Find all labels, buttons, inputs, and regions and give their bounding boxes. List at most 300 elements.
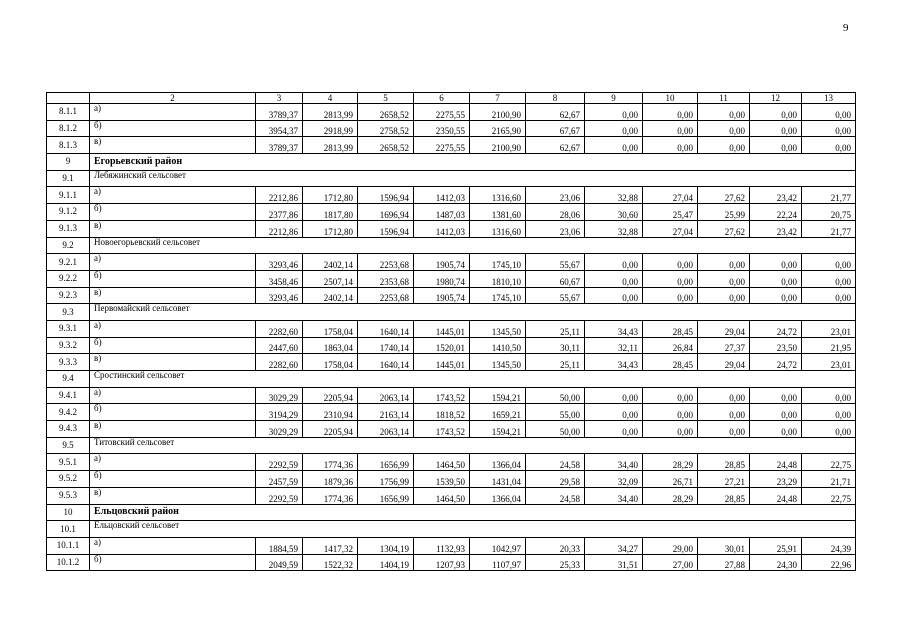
header-cell: 9 [585,93,643,104]
value-cell: 30,01 [698,537,750,554]
value-cell: 24,48 [750,454,802,471]
value-cell: 0,00 [643,254,698,271]
value-cell: 27,04 [643,220,698,237]
value-cell: 1884,59 [256,537,303,554]
row-label: б) [90,270,256,287]
value-cell: 2063,14 [358,387,414,404]
value-cell: 62,67 [526,137,585,154]
value-cell: 21,95 [802,337,856,354]
value-cell: 1659,21 [470,404,526,421]
value-cell: 1487,03 [414,204,470,221]
row-code: 10 [47,504,90,521]
value-cell: 2292,59 [256,454,303,471]
table-row [47,537,856,554]
value-cell: 0,00 [802,120,856,137]
value-cell: 22,75 [802,454,856,471]
table-row [47,204,856,221]
row-code: 8.1.1 [47,104,90,121]
value-cell: 1818,52 [414,404,470,421]
value-cell: 27,37 [698,337,750,354]
value-cell: 2353,68 [358,270,414,287]
table-row [47,471,856,488]
table-row [47,404,856,421]
row-code: 8.1.2 [47,120,90,137]
value-cell: 0,00 [698,404,750,421]
subsection-row [47,371,856,388]
row-code: 9.2.3 [47,287,90,304]
value-cell: 1304,19 [358,537,414,554]
council-title: Лебяжинский сельсовет [90,170,856,187]
row-label: в) [90,220,256,237]
value-cell: 1596,94 [358,187,414,204]
row-code: 9.1.2 [47,204,90,221]
value-cell: 3789,37 [256,104,303,121]
value-cell: 2212,86 [256,220,303,237]
row-label: б) [90,204,256,221]
value-cell: 24,58 [526,454,585,471]
value-cell: 1042,97 [470,537,526,554]
value-cell: 28,85 [698,487,750,504]
value-cell: 60,67 [526,270,585,287]
value-cell: 0,00 [698,421,750,438]
value-cell: 0,00 [802,404,856,421]
row-code: 9.5 [47,437,90,454]
value-cell: 1464,50 [414,487,470,504]
value-cell: 0,00 [585,120,643,137]
value-cell: 55,67 [526,254,585,271]
value-cell: 32,09 [585,471,643,488]
value-cell: 28,29 [643,454,698,471]
value-cell: 1743,52 [414,387,470,404]
value-cell: 24,48 [750,487,802,504]
value-cell: 1712,80 [303,220,358,237]
value-cell: 2918,99 [303,120,358,137]
row-code: 8.1.3 [47,137,90,154]
table-row [47,487,856,504]
value-cell: 34,40 [585,454,643,471]
value-cell: 2282,60 [256,354,303,371]
value-cell: 2402,14 [303,254,358,271]
value-cell: 0,00 [643,104,698,121]
row-code: 9.5.2 [47,471,90,488]
value-cell: 0,00 [750,287,802,304]
row-code: 9.2.2 [47,270,90,287]
value-cell: 50,00 [526,421,585,438]
subsection-row [47,521,856,538]
row-label: б) [90,120,256,137]
value-cell: 1445,01 [414,320,470,337]
value-cell: 21,77 [802,220,856,237]
value-cell: 0,00 [585,137,643,154]
value-cell: 0,00 [698,270,750,287]
row-label: б) [90,471,256,488]
row-label: в) [90,137,256,154]
value-cell: 27,04 [643,187,698,204]
header-cell: 10 [643,93,698,104]
page-number: 9 [843,22,849,34]
value-cell: 0,00 [750,137,802,154]
value-cell: 1743,52 [414,421,470,438]
value-cell: 1774,36 [303,454,358,471]
row-label: в) [90,287,256,304]
value-cell: 1417,32 [303,537,358,554]
value-cell: 0,00 [750,404,802,421]
table-row [47,354,856,371]
row-label: а) [90,537,256,554]
value-cell: 25,91 [750,537,802,554]
value-cell: 0,00 [750,120,802,137]
value-cell: 2758,52 [358,120,414,137]
row-label: а) [90,320,256,337]
value-cell: 0,00 [750,254,802,271]
value-cell: 25,99 [698,204,750,221]
value-cell: 2658,52 [358,104,414,121]
value-cell: 2205,94 [303,387,358,404]
value-cell: 2310,94 [303,404,358,421]
value-cell: 2275,55 [414,104,470,121]
subsection-row [47,237,856,254]
row-code: 10.1.1 [47,537,90,554]
value-cell: 1539,50 [414,471,470,488]
value-cell: 0,00 [643,421,698,438]
value-cell: 2447,60 [256,337,303,354]
council-title: Первомайский сельсовет [90,304,856,321]
value-cell: 23,06 [526,187,585,204]
value-cell: 25,47 [643,204,698,221]
value-cell: 20,75 [802,204,856,221]
value-cell: 55,67 [526,287,585,304]
value-cell: 2212,86 [256,187,303,204]
table-row [47,320,856,337]
row-label: а) [90,104,256,121]
row-code: 9.3.3 [47,354,90,371]
value-cell: 25,11 [526,320,585,337]
subsection-row [47,304,856,321]
value-cell: 30,60 [585,204,643,221]
value-cell: 3029,29 [256,421,303,438]
value-cell: 1404,19 [358,554,414,571]
row-label: а) [90,387,256,404]
value-cell: 2377,86 [256,204,303,221]
value-cell: 23,42 [750,220,802,237]
value-cell: 0,00 [750,270,802,287]
value-cell: 0,00 [698,287,750,304]
column-number-header-row [47,93,856,104]
value-cell: 22,24 [750,204,802,221]
header-cell: 4 [303,93,358,104]
value-cell: 29,04 [698,320,750,337]
value-cell: 0,00 [585,404,643,421]
value-cell: 32,88 [585,187,643,204]
row-code: 9.1 [47,170,90,187]
row-code: 9.3.1 [47,320,90,337]
value-cell: 3789,37 [256,137,303,154]
value-cell: 1905,74 [414,287,470,304]
value-cell: 1445,01 [414,354,470,371]
value-cell: 3458,46 [256,270,303,287]
value-cell: 0,00 [643,287,698,304]
value-cell: 20,33 [526,537,585,554]
row-code: 9.5.1 [47,454,90,471]
table-row [47,337,856,354]
value-cell: 27,88 [698,554,750,571]
value-cell: 30,11 [526,337,585,354]
value-cell: 1980,74 [414,270,470,287]
value-cell: 0,00 [698,387,750,404]
value-cell: 0,00 [802,287,856,304]
value-cell: 1745,10 [470,254,526,271]
row-code: 9.4 [47,371,90,388]
value-cell: 0,00 [698,104,750,121]
value-cell: 0,00 [750,104,802,121]
value-cell: 0,00 [750,387,802,404]
value-cell: 0,00 [802,137,856,154]
value-cell: 1345,50 [470,320,526,337]
value-cell: 0,00 [585,270,643,287]
row-label: в) [90,354,256,371]
row-label: а) [90,254,256,271]
value-cell: 23,42 [750,187,802,204]
council-title: Ельцовский сельсовет [90,521,856,538]
value-cell: 32,11 [585,337,643,354]
value-cell: 0,00 [643,270,698,287]
row-code: 9.3 [47,304,90,321]
value-cell: 0,00 [643,404,698,421]
value-cell: 27,62 [698,187,750,204]
header-cell-col1 [47,93,90,104]
table-row [47,270,856,287]
value-cell: 24,72 [750,320,802,337]
value-cell: 0,00 [643,387,698,404]
value-cell: 1596,94 [358,220,414,237]
value-cell: 23,29 [750,471,802,488]
value-cell: 28,29 [643,487,698,504]
subsection-row [47,437,856,454]
row-code: 9.5.3 [47,487,90,504]
value-cell: 1132,93 [414,537,470,554]
value-cell: 0,00 [750,421,802,438]
section-row [47,154,856,171]
section-row [47,504,856,521]
district-title: Егорьевский район [90,154,856,171]
value-cell: 1758,04 [303,320,358,337]
row-label: а) [90,187,256,204]
value-cell: 2165,90 [470,120,526,137]
district-title: Ельцовский район [90,504,856,521]
value-cell: 1522,32 [303,554,358,571]
value-cell: 31,51 [585,554,643,571]
value-cell: 1640,14 [358,354,414,371]
table-row [47,220,856,237]
header-cell: 11 [698,93,750,104]
value-cell: 1756,99 [358,471,414,488]
value-cell: 1412,03 [414,187,470,204]
value-cell: 28,45 [643,320,698,337]
value-cell: 1712,80 [303,187,358,204]
value-cell: 50,00 [526,387,585,404]
table-row [47,554,856,571]
value-cell: 28,06 [526,204,585,221]
row-code: 9.4.2 [47,404,90,421]
header-cell: 8 [526,93,585,104]
header-cell: 6 [414,93,470,104]
value-cell: 22,75 [802,487,856,504]
value-cell: 2350,55 [414,120,470,137]
row-code: 9.2 [47,237,90,254]
value-cell: 1745,10 [470,287,526,304]
value-cell: 25,11 [526,354,585,371]
header-cell: 13 [802,93,856,104]
council-title: Новоегорьевский сельсовет [90,237,856,254]
table-row [47,387,856,404]
table-row [47,120,856,137]
value-cell: 3194,29 [256,404,303,421]
value-cell: 3029,29 [256,387,303,404]
value-cell: 3293,46 [256,287,303,304]
table-row [47,421,856,438]
value-cell: 21,77 [802,187,856,204]
value-cell: 1381,60 [470,204,526,221]
row-code: 9.3.2 [47,337,90,354]
tariff-table [46,92,856,571]
value-cell: 24,72 [750,354,802,371]
row-label: а) [90,454,256,471]
header-cell: 12 [750,93,802,104]
row-code: 9.2.1 [47,254,90,271]
value-cell: 0,00 [802,254,856,271]
value-cell: 1520,01 [414,337,470,354]
value-cell: 26,84 [643,337,698,354]
header-cell: 5 [358,93,414,104]
row-code: 9.1.3 [47,220,90,237]
value-cell: 1594,21 [470,387,526,404]
value-cell: 1740,14 [358,337,414,354]
value-cell: 1107,97 [470,554,526,571]
value-cell: 1366,04 [470,487,526,504]
value-cell: 1758,04 [303,354,358,371]
value-cell: 2100,90 [470,104,526,121]
value-cell: 0,00 [585,387,643,404]
value-cell: 1345,50 [470,354,526,371]
value-cell: 24,39 [802,537,856,554]
value-cell: 2253,68 [358,254,414,271]
value-cell: 1863,04 [303,337,358,354]
value-cell: 2163,14 [358,404,414,421]
value-cell: 1905,74 [414,254,470,271]
table-row [47,454,856,471]
value-cell: 1656,99 [358,487,414,504]
value-cell: 0,00 [643,120,698,137]
value-cell: 55,00 [526,404,585,421]
subsection-row [47,170,856,187]
row-code: 9.1.1 [47,187,90,204]
value-cell: 26,71 [643,471,698,488]
value-cell: 2282,60 [256,320,303,337]
value-cell: 29,00 [643,537,698,554]
value-cell: 1316,60 [470,187,526,204]
row-label: б) [90,554,256,571]
value-cell: 2658,52 [358,137,414,154]
council-title: Титовский сельсовет [90,437,856,454]
value-cell: 27,62 [698,220,750,237]
value-cell: 2813,99 [303,104,358,121]
value-cell: 1879,36 [303,471,358,488]
table-row [47,187,856,204]
value-cell: 1410,50 [470,337,526,354]
value-cell: 25,33 [526,554,585,571]
value-cell: 34,40 [585,487,643,504]
value-cell: 1810,10 [470,270,526,287]
value-cell: 2402,14 [303,287,358,304]
value-cell: 29,58 [526,471,585,488]
value-cell: 2049,59 [256,554,303,571]
value-cell: 28,45 [643,354,698,371]
value-cell: 0,00 [802,387,856,404]
value-cell: 2063,14 [358,421,414,438]
value-cell: 3954,37 [256,120,303,137]
value-cell: 1696,94 [358,204,414,221]
value-cell: 1817,80 [303,204,358,221]
value-cell: 27,21 [698,471,750,488]
value-cell: 34,43 [585,354,643,371]
value-cell: 0,00 [698,254,750,271]
value-cell: 22,96 [802,554,856,571]
value-cell: 2457,59 [256,471,303,488]
value-cell: 1207,93 [414,554,470,571]
value-cell: 2813,99 [303,137,358,154]
value-cell: 0,00 [698,120,750,137]
value-cell: 1431,04 [470,471,526,488]
value-cell: 0,00 [802,421,856,438]
table-row [47,254,856,271]
value-cell: 2292,59 [256,487,303,504]
header-cell: 3 [256,93,303,104]
value-cell: 67,67 [526,120,585,137]
value-cell: 0,00 [585,254,643,271]
value-cell: 1366,04 [470,454,526,471]
value-cell: 2205,94 [303,421,358,438]
value-cell: 1412,03 [414,220,470,237]
council-title: Сростинский сельсовет [90,371,856,388]
value-cell: 2507,14 [303,270,358,287]
value-cell: 24,30 [750,554,802,571]
value-cell: 29,04 [698,354,750,371]
row-code: 10.1 [47,521,90,538]
value-cell: 0,00 [802,104,856,121]
value-cell: 3293,46 [256,254,303,271]
value-cell: 1464,50 [414,454,470,471]
row-label: в) [90,421,256,438]
value-cell: 32,88 [585,220,643,237]
value-cell: 1656,99 [358,454,414,471]
row-label: б) [90,404,256,421]
value-cell: 0,00 [585,287,643,304]
table-row [47,287,856,304]
value-cell: 23,01 [802,354,856,371]
row-label: в) [90,487,256,504]
value-cell: 2253,68 [358,287,414,304]
value-cell: 0,00 [643,137,698,154]
value-cell: 21,71 [802,471,856,488]
value-cell: 0,00 [585,104,643,121]
value-cell: 34,43 [585,320,643,337]
header-cell: 2 [90,93,256,104]
value-cell: 24,58 [526,487,585,504]
value-cell: 28,85 [698,454,750,471]
value-cell: 23,01 [802,320,856,337]
value-cell: 23,50 [750,337,802,354]
table-row [47,104,856,121]
